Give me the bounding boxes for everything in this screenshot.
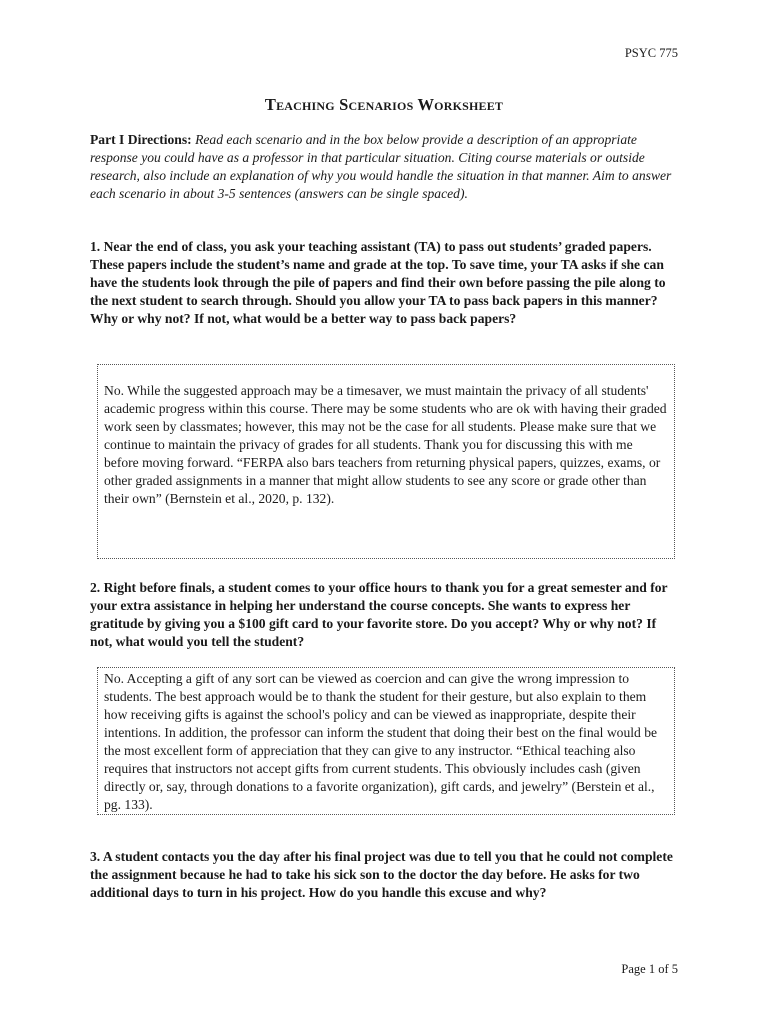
scenario-2-answer-text: No. Accepting a gift of any sort can be viewed as coercion and can give the wrong impression to students. The best approach would be to thank the student for their gesture, but also explain to them how receiving gifts is against the school's policy and can be viewed as inappropriate, despite their intentions. In addition, the professor can inform the student that doing their best on the final would be the most excellent form of appreciation that they can give to any instructor. “Ethical teaching also requires that instructors not accept gifts from current students. This obviously includes cash (given directly or, say, through donations to a favorite organization), gift cards, and jewelry” (Berstein et al., pg. 133).	[104, 671, 658, 812]
directions-paragraph	[90, 131, 678, 203]
scenario-1-answer-text: No. While the suggested approach may be a timesaver, we must maintain the privacy of all students' academic progress within this course. There may be some students who are ok with having their graded work seen by classmates; however, this may not be the case for all students. Please make sure that we continue to maintain the privacy of grades for all students. Thank you for discussing this with me before moving forward. “FERPA also bars teachers from returning physical papers, quizzes, exams, or other graded assignments in a manner that might allow students to see any score or grade other than their own” (Bernstein et al., 2020, p. 132).	[104, 383, 667, 506]
scenario-2-question: 2. Right before finals, a student comes to your office hours to thank you for a great semester and for your extra assistance in helping her understand the course concepts. She wants to express her gratitude by giving you a $100 gift card to your favorite store. Do you accept? Why or why not? If not, what would you tell the student?	[90, 580, 668, 649]
directions-body: Read each scenario and in the box below provide a description of an appropriate response you could have as a professor in that particular situation. Citing course materials or outside research, also include an explanation of why you would handle the situation in that manner. Aim to answer each scenario in about 3-5 sentences (answers can be single spaced).	[90, 132, 672, 201]
scenario-2-answer-box[interactable]	[97, 667, 675, 815]
scenario-3-question: 3. A student contacts you the day after his final project was due to tell you that he could not complete the assignment because he had to take his sick son to the doctor the day before. He asks for two additional days to turn in his project. How do you handle this excuse and why?	[90, 849, 673, 900]
page-number: Page 1 of 5	[621, 962, 678, 976]
course-code: PSYC 775	[624, 46, 678, 60]
scenario-1-answer-box[interactable]	[97, 364, 675, 559]
worksheet-title: Teaching Scenarios Worksheet	[264, 95, 504, 114]
scenario-1-question: 1. Near the end of class, you ask your teaching assistant (TA) to pass out students’ graded papers. These papers include the student’s name and grade at the top. To save time, your TA asks if she can have the students look through the pile of papers and find their own before passing the pile along to the next student to search through. Should you allow your TA to pass back papers in this manner? Why or why not? If not, what would be a better way to pass back papers?	[90, 239, 666, 326]
directions-lead: Part I Directions:	[90, 132, 192, 147]
